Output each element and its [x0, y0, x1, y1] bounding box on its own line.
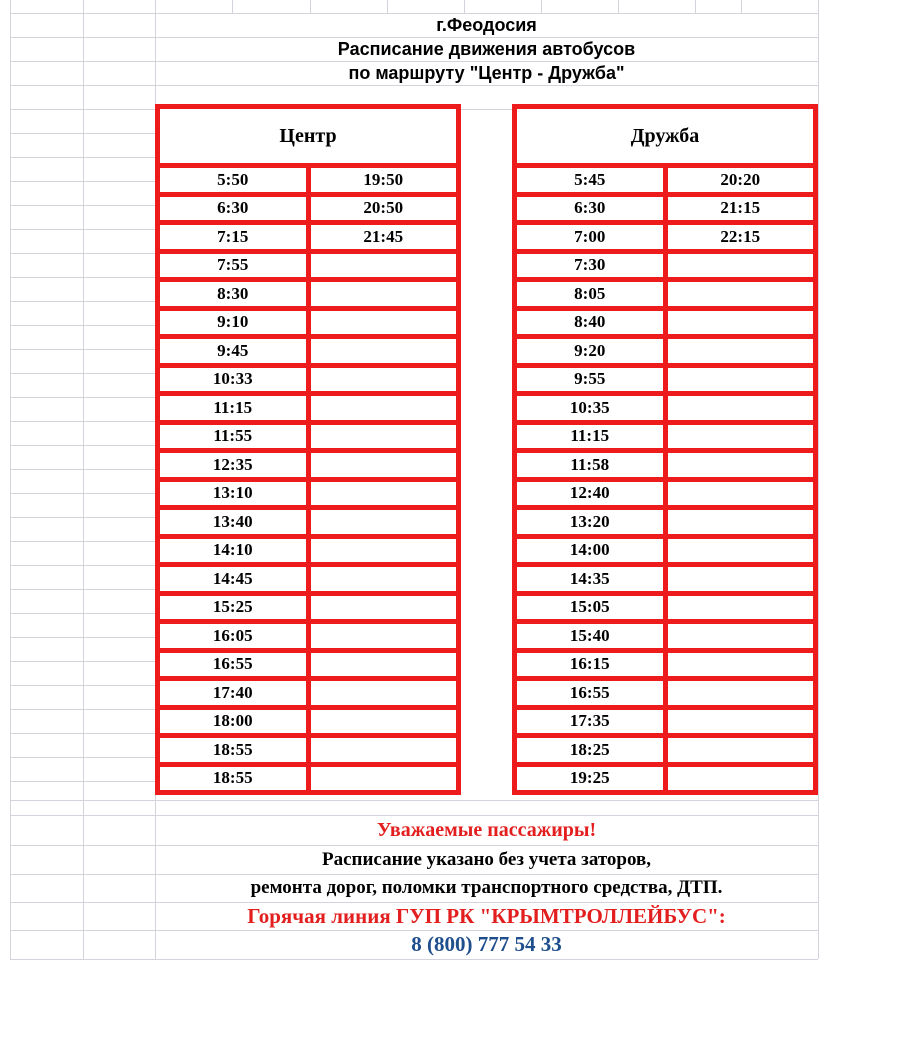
- time-cell: [665, 280, 816, 309]
- time-cell: 7:55: [158, 251, 309, 280]
- time-cell: 5:45: [515, 166, 666, 195]
- time-cell: 14:35: [515, 565, 666, 594]
- time-cell: 11:15: [158, 394, 309, 423]
- time-cell: [308, 764, 459, 793]
- time-cell: 9:45: [158, 337, 309, 366]
- table-row-druzhba: [515, 707, 816, 736]
- time-cell: 16:55: [515, 679, 666, 708]
- time-cell: 15:40: [515, 622, 666, 651]
- notice-disclaimer-line2: ремонта дорог, поломки транспортного средства, ДТП.: [250, 877, 723, 898]
- time-cell: 11:15: [515, 422, 666, 451]
- table-row-druzhba: [515, 536, 816, 565]
- time-cell: [665, 365, 816, 394]
- time-cell: [665, 308, 816, 337]
- time-cell: 15:25: [158, 593, 309, 622]
- time-cell: [308, 451, 459, 480]
- table-header-center: Центр: [158, 107, 459, 166]
- time-cell: 7:15: [158, 223, 309, 252]
- table-row-center: [158, 479, 459, 508]
- table-row-druzhba: [515, 736, 816, 765]
- time-cell: 20:20: [665, 166, 816, 195]
- time-cell: 11:58: [515, 451, 666, 480]
- time-cell: [308, 508, 459, 537]
- time-cell: [308, 536, 459, 565]
- gridline: [310, 0, 311, 13]
- gridline: [541, 0, 542, 13]
- time-cell: 13:40: [158, 508, 309, 537]
- time-cell: [308, 394, 459, 423]
- time-cell: 18:55: [158, 764, 309, 793]
- time-cell: 11:55: [158, 422, 309, 451]
- gridline: [10, 757, 155, 758]
- time-cell: 21:15: [665, 194, 816, 223]
- table-row-druzhba: [515, 337, 816, 366]
- time-cell: [665, 508, 816, 537]
- time-cell: 14:00: [515, 536, 666, 565]
- hotline-label: Горячая линия ГУП РК "КРЫМТРОЛЛЕЙБУС":: [247, 904, 726, 928]
- time-cell: 20:50: [308, 194, 459, 223]
- time-cell: 19:50: [308, 166, 459, 195]
- time-cell: 9:20: [515, 337, 666, 366]
- time-cell: 12:35: [158, 451, 309, 480]
- table-row-druzhba: [515, 422, 816, 451]
- gridline: [10, 637, 155, 638]
- table-row-center: [158, 650, 459, 679]
- table-row-center: [158, 451, 459, 480]
- gridline: [10, 421, 155, 422]
- table-row-center: [158, 508, 459, 537]
- time-cell: 13:20: [515, 508, 666, 537]
- table-row-druzhba: [515, 365, 816, 394]
- time-cell: [308, 365, 459, 394]
- gridline: [10, 397, 155, 398]
- time-cell: 9:10: [158, 308, 309, 337]
- time-cell: [665, 394, 816, 423]
- time-cell: [308, 593, 459, 622]
- table-row-center: [158, 166, 459, 195]
- table-row-druzhba: [515, 622, 816, 651]
- time-cell: [665, 337, 816, 366]
- notice-passengers: Уважаемые пассажиры!: [376, 819, 597, 841]
- table-row-center: [158, 251, 459, 280]
- gridline: [10, 253, 155, 254]
- time-cell: [665, 650, 816, 679]
- time-cell: 17:35: [515, 707, 666, 736]
- table-row-center: [158, 337, 459, 366]
- gridline: [741, 0, 742, 13]
- gridline: [10, 589, 155, 590]
- gridline: [10, 781, 155, 782]
- gridline: [818, 0, 819, 959]
- table-row-center: [158, 565, 459, 594]
- table-row-druzhba: [515, 280, 816, 309]
- gridline: [10, 565, 155, 566]
- table-row-druzhba: [515, 223, 816, 252]
- time-cell: [308, 565, 459, 594]
- table-row-center: [158, 223, 459, 252]
- gridline: [10, 733, 155, 734]
- page-title-schedule: Расписание движения автобусов: [337, 39, 636, 59]
- table-row-druzhba: [515, 650, 816, 679]
- time-cell: 8:30: [158, 280, 309, 309]
- time-cell: 18:00: [158, 707, 309, 736]
- gridline: [10, 301, 155, 302]
- table-row-center: [158, 394, 459, 423]
- time-cell: [308, 650, 459, 679]
- table-row-center: [158, 593, 459, 622]
- table-row-center: [158, 280, 459, 309]
- time-cell: 21:45: [308, 223, 459, 252]
- page-title-city: г.Феодосия: [436, 15, 537, 35]
- gridline: [10, 85, 818, 86]
- time-cell: [665, 536, 816, 565]
- gridline: [695, 0, 696, 13]
- gridline: [10, 469, 155, 470]
- gridline: [10, 613, 155, 614]
- time-cell: [665, 422, 816, 451]
- center-times-body: [158, 166, 459, 793]
- time-cell: [665, 451, 816, 480]
- time-cell: [308, 308, 459, 337]
- gridline: [10, 959, 818, 960]
- time-cell: [665, 479, 816, 508]
- time-cell: 8:05: [515, 280, 666, 309]
- table-row-center: [158, 536, 459, 565]
- table-row-druzhba: [515, 194, 816, 223]
- gridline: [10, 229, 155, 230]
- table-row-druzhba: [515, 251, 816, 280]
- time-cell: 19:25: [515, 764, 666, 793]
- gridline: [10, 661, 155, 662]
- page-title-route: по маршруту "Центр - Дружба": [348, 63, 625, 83]
- time-cell: [665, 707, 816, 736]
- table-row-center: [158, 365, 459, 394]
- table-row-druzhba: [515, 308, 816, 337]
- time-cell: 14:10: [158, 536, 309, 565]
- schedule-table-druzhba: [512, 104, 818, 795]
- gridline: [10, 445, 155, 446]
- time-cell: [308, 622, 459, 651]
- table-row-druzhba: [515, 565, 816, 594]
- table-row-druzhba: [515, 764, 816, 793]
- table-row-center: [158, 736, 459, 765]
- table-row-druzhba: [515, 593, 816, 622]
- gridline: [10, 800, 818, 801]
- gridline: [10, 181, 155, 182]
- time-cell: [308, 736, 459, 765]
- time-cell: 13:10: [158, 479, 309, 508]
- time-cell: [308, 422, 459, 451]
- druzhba-times-body: [515, 166, 816, 793]
- gridline: [618, 0, 619, 13]
- time-cell: [665, 736, 816, 765]
- time-cell: 7:30: [515, 251, 666, 280]
- time-cell: [308, 337, 459, 366]
- time-cell: 12:40: [515, 479, 666, 508]
- time-cell: 10:35: [515, 394, 666, 423]
- schedule-table-center: [155, 104, 461, 795]
- gridline: [10, 373, 155, 374]
- table-row-druzhba: [515, 166, 816, 195]
- table-row-center: [158, 679, 459, 708]
- hotline-phone: 8 (800) 777 54 33: [411, 932, 562, 956]
- table-header-druzhba: Дружба: [515, 107, 816, 166]
- gridline: [10, 133, 155, 134]
- time-cell: [308, 707, 459, 736]
- gridline: [10, 517, 155, 518]
- table-row-center: [158, 707, 459, 736]
- gridline: [10, 325, 155, 326]
- gridline: [232, 0, 233, 13]
- time-cell: 16:55: [158, 650, 309, 679]
- time-cell: 18:55: [158, 736, 309, 765]
- time-cell: 14:45: [158, 565, 309, 594]
- gridline: [464, 0, 465, 13]
- time-cell: [308, 251, 459, 280]
- time-cell: [665, 622, 816, 651]
- time-cell: [665, 565, 816, 594]
- table-row-druzhba: [515, 679, 816, 708]
- notice-disclaimer-line1: Расписание указано без учета заторов,: [321, 849, 652, 870]
- gridline: [10, 277, 155, 278]
- time-cell: 7:00: [515, 223, 666, 252]
- gridline: [10, 709, 155, 710]
- time-cell: [665, 251, 816, 280]
- time-cell: [665, 679, 816, 708]
- time-cell: [308, 479, 459, 508]
- gridline: [10, 349, 155, 350]
- time-cell: 10:33: [158, 365, 309, 394]
- time-cell: 22:15: [665, 223, 816, 252]
- time-cell: [665, 764, 816, 793]
- time-cell: 16:05: [158, 622, 309, 651]
- time-cell: 6:30: [158, 194, 309, 223]
- time-cell: 17:40: [158, 679, 309, 708]
- table-row-center: [158, 308, 459, 337]
- gridline: [10, 493, 155, 494]
- time-cell: 8:40: [515, 308, 666, 337]
- table-row-druzhba: [515, 451, 816, 480]
- time-cell: 16:15: [515, 650, 666, 679]
- time-cell: 15:05: [515, 593, 666, 622]
- time-cell: [308, 679, 459, 708]
- table-row-druzhba: [515, 508, 816, 537]
- gridline: [10, 541, 155, 542]
- gridline: [387, 0, 388, 13]
- time-cell: [665, 593, 816, 622]
- table-row-druzhba: [515, 394, 816, 423]
- time-cell: [308, 280, 459, 309]
- gridline: [10, 205, 155, 206]
- time-cell: 9:55: [515, 365, 666, 394]
- gridline: [10, 157, 155, 158]
- time-cell: 6:30: [515, 194, 666, 223]
- gridline: [10, 685, 155, 686]
- table-row-center: [158, 622, 459, 651]
- table-row-druzhba: [515, 479, 816, 508]
- table-row-center: [158, 764, 459, 793]
- table-row-center: [158, 422, 459, 451]
- table-row-center: [158, 194, 459, 223]
- time-cell: 18:25: [515, 736, 666, 765]
- time-cell: 5:50: [158, 166, 309, 195]
